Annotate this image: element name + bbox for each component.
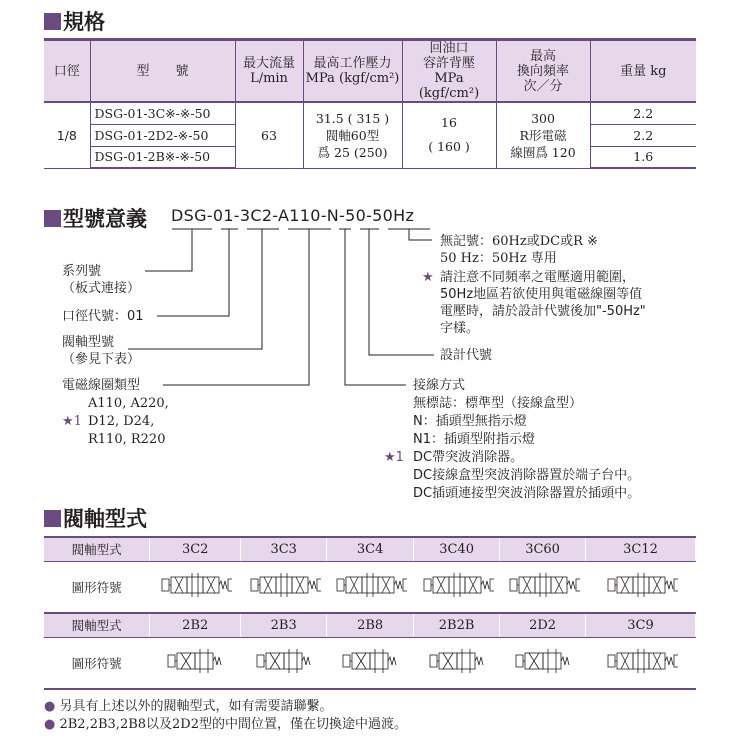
valve-2d2-symbol-icon <box>500 637 586 689</box>
spec-header-pressure: 最高工作壓力 MPa (kgf/cm²) <box>303 40 402 103</box>
spec-header-weight: 重量 kg <box>590 40 696 103</box>
spec-header-model: 型 號 <box>90 40 235 103</box>
spool-type-row-header: 閥軸型式 <box>44 537 150 561</box>
valve-2b8-symbol-icon <box>327 637 414 689</box>
spool-type-cell: 3C3 <box>241 537 327 561</box>
valve-3c9-symbol-icon <box>586 637 696 689</box>
spool-type-cell: 3C12 <box>586 537 696 561</box>
max-pressure-cell: 31.5 ( 315 ) 閥軸60型 爲 25 (250) <box>303 102 402 168</box>
max-frequency-cell: 300 R形電磁 線圈爲 120 <box>496 102 590 168</box>
note-item: ● 另具有上述以外的閥軸型式，如有需要請聯繫。 <box>44 699 333 714</box>
max-flow-cell: 63 <box>235 102 303 168</box>
star-note-icon: ★ <box>422 270 434 285</box>
model-cell: DSG-01-2D2-※-50 <box>90 124 235 146</box>
spool-type-cell: 2B8 <box>327 613 414 637</box>
valve-3c2-symbol-icon <box>150 561 241 613</box>
spool-type-cell: 3C9 <box>586 613 696 637</box>
weight-cell: 2.2 <box>590 102 696 124</box>
valve-2b2-symbol-icon <box>150 637 241 689</box>
spool-type-cell: 2B3 <box>241 613 327 637</box>
back-pressure-cell: 16 ( 160 ) <box>402 102 496 168</box>
bullet-icon: ● <box>44 699 56 714</box>
frequency-note: ★ 請注意不同頻率之電壓適用範圍， 50Hz地區若欲使用與電磁線圈等值 電壓時，請於設計代號後加"-50Hz" 字樣。 <box>422 270 646 336</box>
valve-3c4-symbol-icon <box>327 561 414 613</box>
valve-3c60-symbol-icon <box>500 561 586 613</box>
model-cell: DSG-01-3C※-※-50 <box>90 102 235 124</box>
spec-header-back-pressure: 回油口 容許背壓 MPa (kgf/cm²) <box>402 40 496 103</box>
model-code-section-title: 型號意義 <box>44 203 147 233</box>
wiring-label: 接線方式 無標誌：標準型（接線盒型） N：插頭型無指示燈 N1：插頭型附指示燈 <box>413 378 583 447</box>
spool-type-table <box>44 536 696 690</box>
spool-type-cell: 2D2 <box>500 613 586 637</box>
port-size-cell: 1/8 <box>44 102 90 168</box>
bullet-icon: ● <box>44 717 56 732</box>
symbol-row-header: 圖形符號 <box>44 637 150 689</box>
series-label: 系列號 （板式連接） <box>62 264 141 296</box>
valve-2b3-symbol-icon <box>241 637 327 689</box>
port-code-label: 口徑代號：01 <box>62 309 144 324</box>
spool-type-cell: 3C4 <box>327 537 414 561</box>
spec-header-flow: 最大流量 L/min <box>235 40 303 103</box>
model-cell: DSG-01-2B※-※-50 <box>90 146 235 168</box>
spool-type-cell: 3C60 <box>500 537 586 561</box>
spool-type-label: 閥軸型號 （參見下表） <box>62 335 141 367</box>
valve-3c40-symbol-icon <box>414 561 500 613</box>
model-code-string: DSG-01-3C2-A110-N-50-50Hz <box>171 206 415 225</box>
spool-type-cell: 3C40 <box>414 537 500 561</box>
star-note-icon: ★1 <box>384 450 404 465</box>
design-code-label: 設計代號 <box>440 348 493 363</box>
spec-header-frequency: 最高 換向頻率 次／分 <box>496 40 590 103</box>
spool-type-cell: 3C2 <box>150 537 241 561</box>
spool-type-cell: 2B2B <box>414 613 500 637</box>
weight-cell: 1.6 <box>590 146 696 168</box>
spec-section-title: 規格 <box>44 6 105 36</box>
notes <box>44 698 407 734</box>
frequency-label: 無記號：60Hz或DC或R ※ 50 Hz：50Hz 専用 <box>440 234 598 266</box>
valve-2b2b-symbol-icon <box>414 637 500 689</box>
spec-header-port: 口徑 <box>44 40 90 103</box>
wiring-note: ★1 DC帶突波消除器。 DC接線盒型突波消除器置於端子台中。 DC插頭連接型突波消除器置於插頭中。 <box>384 450 641 501</box>
spool-section-title: 閥軸型式 <box>44 503 147 533</box>
spool-type-cell: 2B2 <box>150 613 241 637</box>
section-square-icon <box>44 510 61 527</box>
weight-cell: 2.2 <box>590 124 696 146</box>
coil-type-label: 電磁線圈類型 A110, A220, ★1 D12, D24, R110, R220 <box>62 378 169 447</box>
star-note-icon: ★1 <box>62 414 82 429</box>
symbol-row-header: 圖形符號 <box>44 561 150 613</box>
valve-3c12-symbol-icon <box>586 561 696 613</box>
note-item: ● 2B2,2B3,2B8以及2D2型的中間位置，僅在切換途中過渡。 <box>44 717 407 732</box>
spool-type-row-header: 閥軸型式 <box>44 613 150 637</box>
valve-3c3-symbol-icon <box>241 561 327 613</box>
